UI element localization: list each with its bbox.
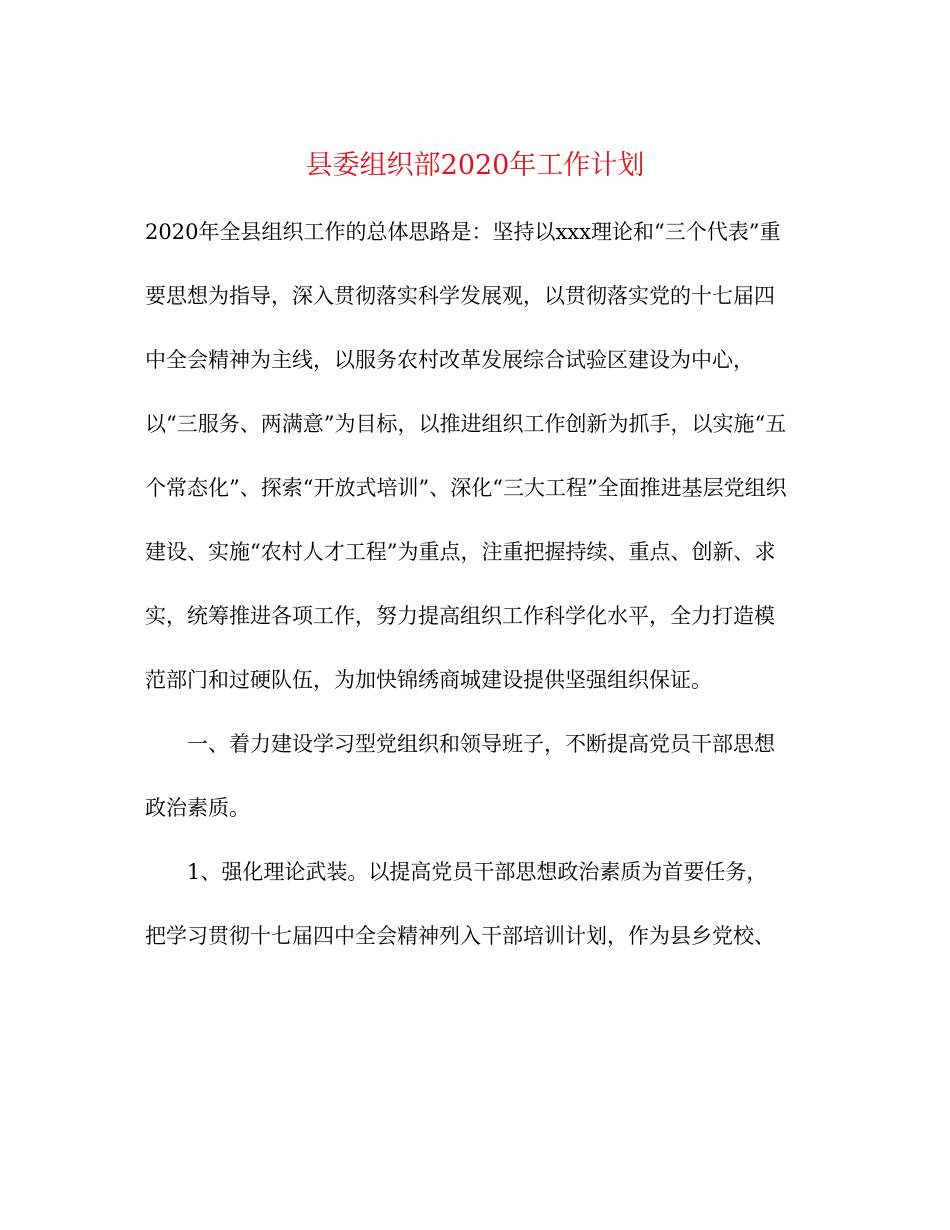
body-line-6: 建设、实施“农村人才工程”为重点，注重把握持续、重点、创新、求 <box>145 540 776 564</box>
section-heading-line-1: 一、着力建设学习型党组织和领导班子，不断提高党员干部思想 <box>145 732 775 756</box>
document-title: 县委组织部2020年工作计划 <box>305 150 645 182</box>
body-line-8: 范部门和过硬队伍，为加快锦绣商城建设提供坚强组织保证。 <box>145 668 712 692</box>
body-line-10: 把学习贯彻十七届四中全会精神列入干部培训计划，作为县乡党校、 <box>145 924 775 948</box>
body-line-9: 1、强化理论武装。以提高党员干部思想政治素质为首要任务， <box>145 860 768 884</box>
body-line-2: 要思想为指导，深入贯彻落实科学发展观，以贯彻落实党的十七届四 <box>145 284 775 308</box>
body-line-1: 2020年全县组织工作的总体思路是：坚持以xxx理论和“三个代表”重 <box>145 220 781 244</box>
body-line-5: 个常态化”、探索“开放式培训”、深化“三大工程”全面推进基层党组织 <box>145 476 787 500</box>
body-line-4: 以“三服务、两满意”为目标，以推进组织工作创新为抓手，以实施“五 <box>145 412 787 436</box>
section-heading-line-2: 政治素质。 <box>145 796 250 820</box>
body-line-7: 实，统筹推进各项工作，努力提高组织工作科学化水平，全力打造模 <box>145 604 775 628</box>
body-line-3: 中全会精神为主线，以服务农村改革发展综合试验区建设为中心， <box>145 348 754 372</box>
